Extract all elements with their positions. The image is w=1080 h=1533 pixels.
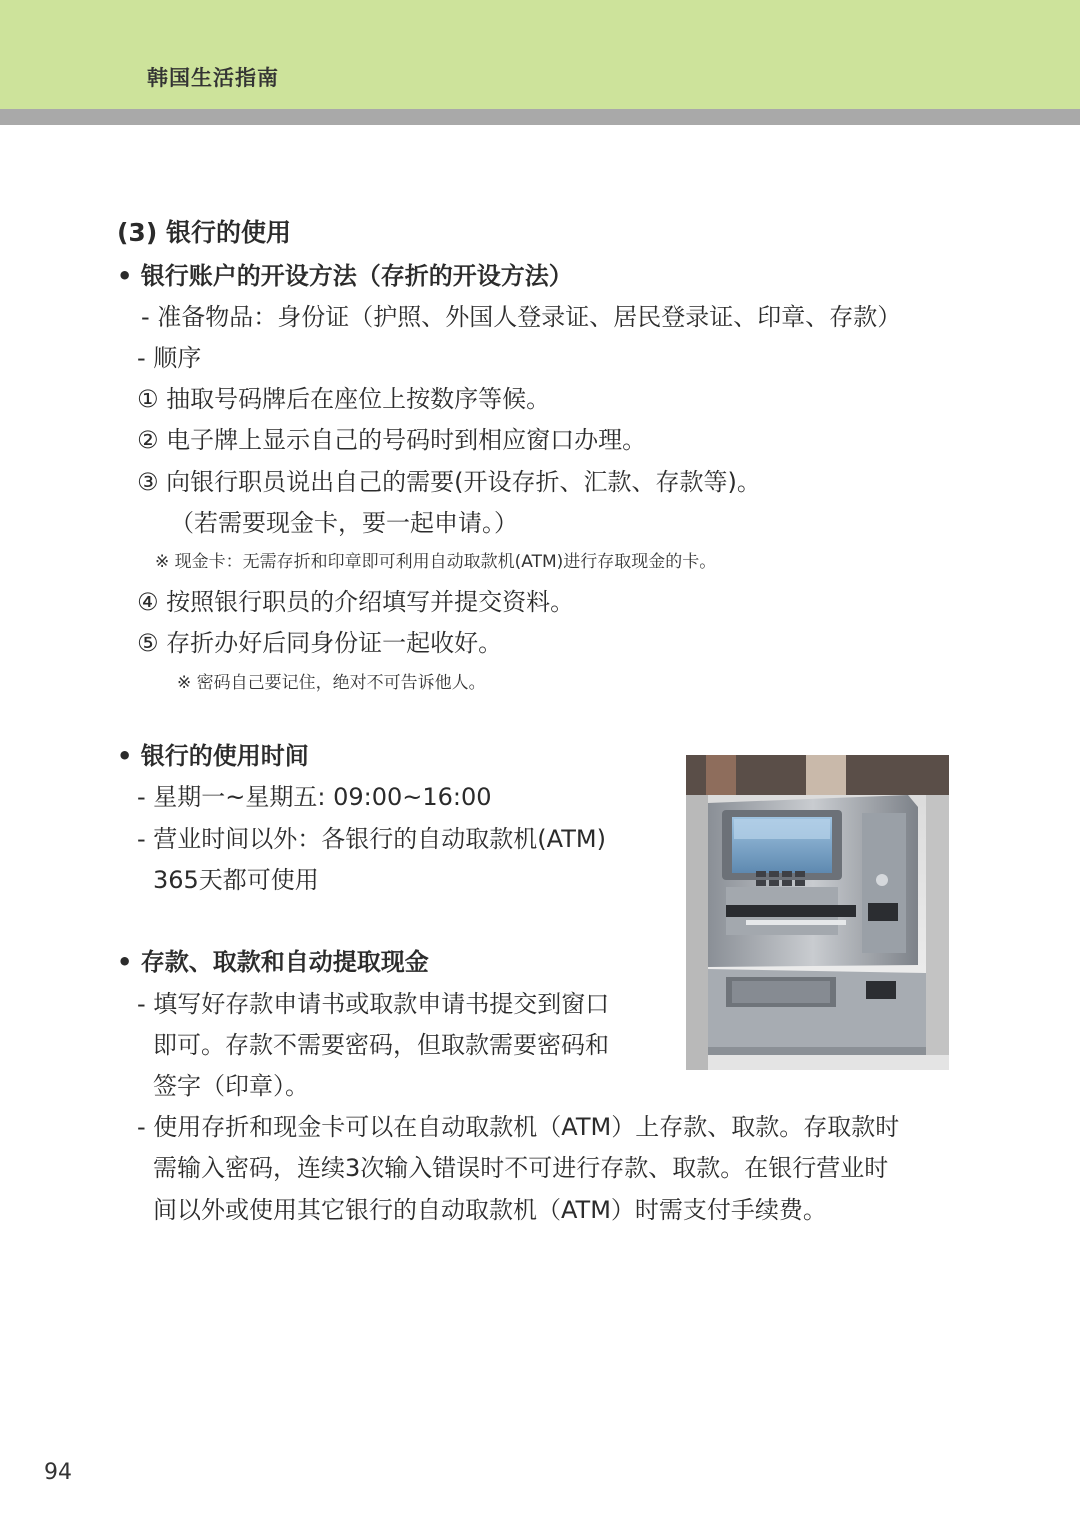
atm-photo — [686, 755, 949, 1070]
deposit-para2-2: 需输入密码，连续3次输入错误时不可进行存款、取款。在银行营业时 — [153, 1154, 889, 1182]
section-title: (3) 银行的使用 — [117, 218, 291, 247]
step-4: ④ 按照银行职员的介绍填写并提交资料。 — [137, 588, 575, 616]
step-1: ① 抽取号码牌后在座位上按数序等候。 — [137, 385, 551, 413]
hours-outside-2: 365天都可使用 — [153, 866, 319, 894]
account-heading: • 银行账户的开设方法（存折的开设方法） — [117, 262, 573, 290]
hours-weekdays: - 星期一~星期五: 09:00~16:00 — [137, 783, 492, 811]
deposit-para2-3: 间以外或使用其它银行的自动取款机（ATM）时需支付手续费。 — [153, 1196, 827, 1224]
deposit-para1-3: 签字（印章）。 — [153, 1072, 309, 1100]
step-5: ⑤ 存折办好后同身份证一起收好。 — [137, 629, 503, 657]
deposit-heading: • 存款、取款和自动提取现金 — [117, 948, 429, 976]
header-rule — [0, 109, 1080, 125]
hours-heading: • 银行的使用时间 — [117, 742, 309, 770]
note-password: ※ 密码自己要记住，绝对不可告诉他人。 — [177, 673, 486, 693]
step-3: ③ 向银行职员说出自己的需要(开设存折、汇款、存款等)。 — [137, 468, 761, 496]
step-3-sub: （若需要现金卡，要一起申请。） — [170, 509, 518, 537]
header-title: 韩国生活指南 — [147, 66, 279, 90]
deposit-para1-2: 即可。存款不需要密码，但取款需要密码和 — [153, 1031, 609, 1059]
deposit-para2-1: - 使用存折和现金卡可以在自动取款机（ATM）上存款、取款。存取款时 — [137, 1113, 900, 1141]
order-label: - 顺序 — [137, 344, 202, 372]
step-2: ② 电子牌上显示自己的号码时到相应窗口办理。 — [137, 426, 647, 454]
header-band — [0, 0, 1080, 109]
deposit-para1-1: - 填写好存款申请书或取款申请书提交到窗口 — [137, 990, 610, 1018]
note-cash-card: ※ 现金卡：无需存折和印章即可利用自动取款机(ATM)进行存取现金的卡。 — [155, 552, 717, 572]
page-number: 94 — [44, 1460, 72, 1485]
account-items: - 准备物品：身份证（护照、外国人登录证、居民登录证、印章、存款） — [141, 303, 902, 331]
hours-outside-1: - 营业时间以外：各银行的自动取款机(ATM) — [137, 825, 606, 853]
